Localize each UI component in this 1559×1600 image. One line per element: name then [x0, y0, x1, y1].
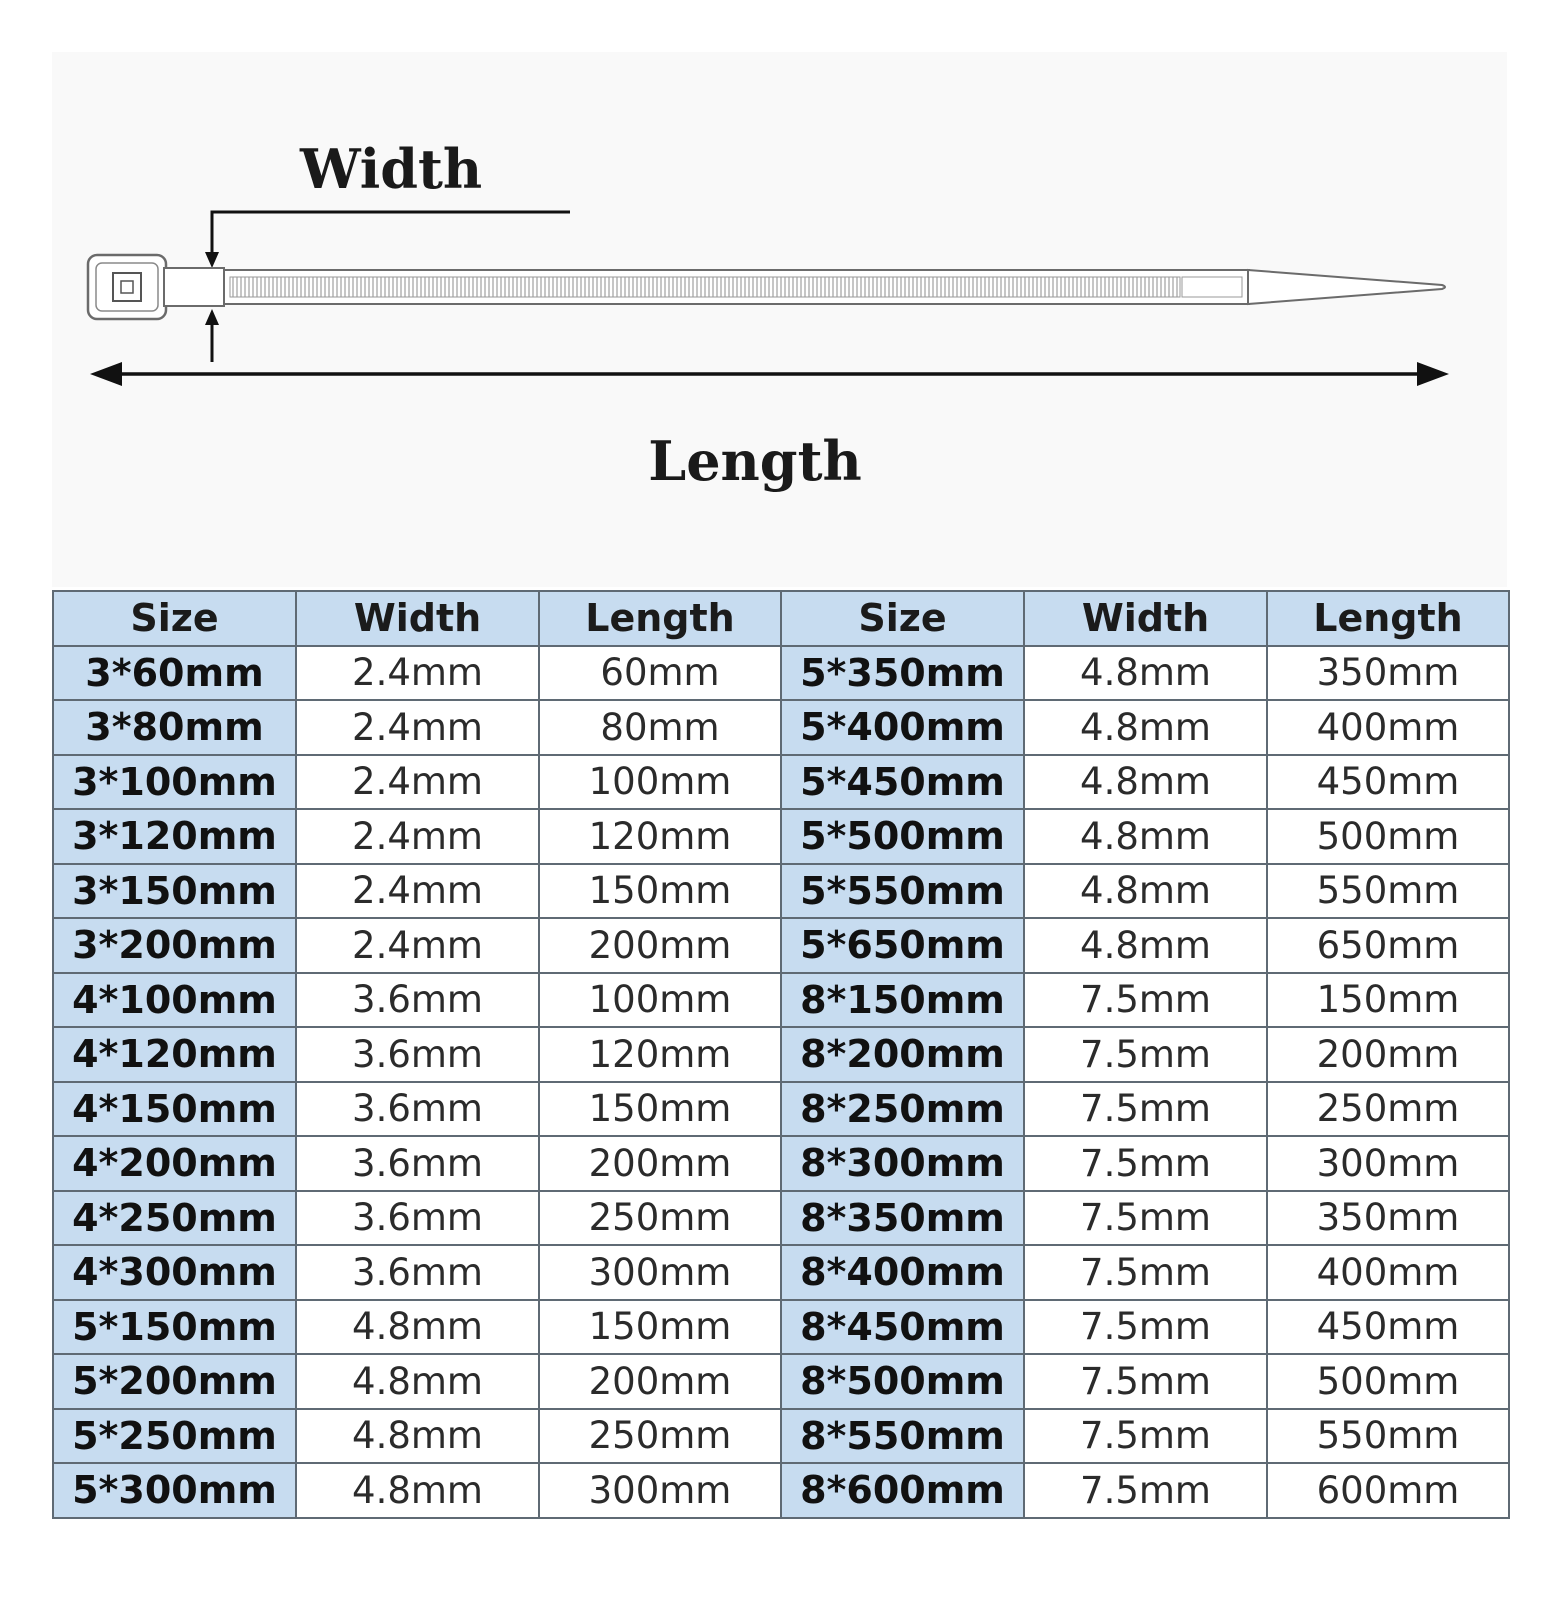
width-cell: 3.6mm: [296, 1191, 539, 1246]
length-cell: 150mm: [1267, 973, 1509, 1028]
length-cell: 650mm: [1267, 918, 1509, 973]
table-row: [53, 864, 1509, 919]
length-cell: 500mm: [1267, 809, 1509, 864]
size-cell: 4*250mm: [53, 1191, 296, 1246]
width-cell: 3.6mm: [296, 1027, 539, 1082]
length-cell: 500mm: [1267, 1354, 1509, 1409]
table-row: [53, 646, 1509, 701]
width-cell: 3.6mm: [296, 1082, 539, 1137]
length-cell: 450mm: [1267, 1300, 1509, 1355]
table-header-row: [53, 591, 1509, 646]
size-cell: 4*150mm: [53, 1082, 296, 1137]
length-label: Length: [648, 429, 862, 493]
length-cell: 200mm: [539, 1136, 781, 1191]
cable-tie-diagram: [52, 52, 1507, 587]
width-label: Width: [300, 137, 483, 201]
size-cell: 3*120mm: [53, 809, 296, 864]
header-length-left: Length: [539, 591, 781, 646]
width-cell: 2.4mm: [296, 918, 539, 973]
cable-tie-tip: [1248, 270, 1445, 304]
size-cell: 8*250mm: [781, 1082, 1024, 1137]
length-cell: 550mm: [1267, 1409, 1509, 1464]
header-width-right: Width: [1024, 591, 1267, 646]
width-cell: 4.8mm: [296, 1300, 539, 1355]
length-cell: 120mm: [539, 1027, 781, 1082]
width-cell: 4.8mm: [1024, 755, 1267, 810]
cable-tie-head: [88, 255, 166, 319]
table-row: [53, 918, 1509, 973]
length-cell: 200mm: [539, 918, 781, 973]
width-cell: 2.4mm: [296, 809, 539, 864]
width-bottom-arrowhead: [205, 309, 219, 325]
length-cell: 300mm: [539, 1245, 781, 1300]
table-row: [53, 755, 1509, 810]
table-row: [53, 1245, 1509, 1300]
width-cell: 7.5mm: [1024, 1245, 1267, 1300]
length-cell: 100mm: [539, 755, 781, 810]
table-row: [53, 1409, 1509, 1464]
length-cell: 350mm: [1267, 646, 1509, 701]
width-cell: 7.5mm: [1024, 1354, 1267, 1409]
size-cell: 5*500mm: [781, 809, 1024, 864]
length-cell: 200mm: [1267, 1027, 1509, 1082]
width-cell: 4.8mm: [1024, 700, 1267, 755]
length-cell: 250mm: [539, 1191, 781, 1246]
width-cell: 7.5mm: [1024, 1027, 1267, 1082]
width-cell: 7.5mm: [1024, 1463, 1267, 1518]
length-cell: 400mm: [1267, 1245, 1509, 1300]
size-cell: 5*200mm: [53, 1354, 296, 1409]
header-length-right: Length: [1267, 591, 1509, 646]
table-row: [53, 809, 1509, 864]
size-cell: 5*300mm: [53, 1463, 296, 1518]
length-cell: 600mm: [1267, 1463, 1509, 1518]
width-cell: 4.8mm: [1024, 864, 1267, 919]
length-cell: 550mm: [1267, 864, 1509, 919]
width-cell: 7.5mm: [1024, 1409, 1267, 1464]
cable-tie-strap: [224, 270, 1249, 304]
width-cell: 3.6mm: [296, 1136, 539, 1191]
length-cell: 300mm: [1267, 1136, 1509, 1191]
length-cell: 300mm: [539, 1463, 781, 1518]
size-cell: 5*400mm: [781, 700, 1024, 755]
length-arrow: [90, 362, 1449, 386]
width-cell: 4.8mm: [296, 1409, 539, 1464]
width-cell: 3.6mm: [296, 973, 539, 1028]
width-cell: 2.4mm: [296, 646, 539, 701]
width-cell: 7.5mm: [1024, 973, 1267, 1028]
cable-tie-drawing: [52, 52, 1507, 587]
size-cell: 3*200mm: [53, 918, 296, 973]
length-cell: 60mm: [539, 646, 781, 701]
size-cell: 3*100mm: [53, 755, 296, 810]
width-cell: 4.8mm: [296, 1354, 539, 1409]
length-cell: 120mm: [539, 809, 781, 864]
size-cell: 5*250mm: [53, 1409, 296, 1464]
length-cell: 150mm: [539, 1082, 781, 1137]
table-row: [53, 1354, 1509, 1409]
length-cell: 450mm: [1267, 755, 1509, 810]
header-size-left: Size: [53, 591, 296, 646]
length-cell: 80mm: [539, 700, 781, 755]
length-cell: 150mm: [539, 1300, 781, 1355]
size-cell: 8*400mm: [781, 1245, 1024, 1300]
size-cell: 3*150mm: [53, 864, 296, 919]
size-cell: 3*60mm: [53, 646, 296, 701]
header-width-left: Width: [296, 591, 539, 646]
size-cell: 8*600mm: [781, 1463, 1024, 1518]
size-cell: 5*350mm: [781, 646, 1024, 701]
size-cell: 8*550mm: [781, 1409, 1024, 1464]
table-row: [53, 1027, 1509, 1082]
table-row: [53, 700, 1509, 755]
cable-tie-neck: [164, 268, 224, 306]
size-cell: 3*80mm: [53, 700, 296, 755]
size-cell: 8*200mm: [781, 1027, 1024, 1082]
width-top-leader: [212, 212, 570, 257]
width-cell: 2.4mm: [296, 700, 539, 755]
width-cell: 7.5mm: [1024, 1191, 1267, 1246]
length-cell: 400mm: [1267, 700, 1509, 755]
table-row: [53, 973, 1509, 1028]
size-cell: 5*650mm: [781, 918, 1024, 973]
width-top-arrowhead: [205, 252, 219, 268]
width-cell: 4.8mm: [1024, 646, 1267, 701]
size-cell: 4*300mm: [53, 1245, 296, 1300]
width-cell: 4.8mm: [296, 1463, 539, 1518]
size-cell: 4*200mm: [53, 1136, 296, 1191]
length-cell: 250mm: [539, 1409, 781, 1464]
size-cell: 5*450mm: [781, 755, 1024, 810]
width-cell: 2.4mm: [296, 864, 539, 919]
length-cell: 200mm: [539, 1354, 781, 1409]
size-cell: 8*350mm: [781, 1191, 1024, 1246]
size-spec-table: [52, 590, 1510, 1519]
length-cell: 150mm: [539, 864, 781, 919]
size-cell: 5*550mm: [781, 864, 1024, 919]
width-cell: 7.5mm: [1024, 1136, 1267, 1191]
table-row: [53, 1463, 1509, 1518]
size-cell: 4*120mm: [53, 1027, 296, 1082]
width-cell: 3.6mm: [296, 1245, 539, 1300]
header-size-right: Size: [781, 591, 1024, 646]
width-cell: 7.5mm: [1024, 1300, 1267, 1355]
size-cell: 8*150mm: [781, 973, 1024, 1028]
table-row: [53, 1300, 1509, 1355]
size-cell: 8*300mm: [781, 1136, 1024, 1191]
size-cell: 4*100mm: [53, 973, 296, 1028]
table-row: [53, 1082, 1509, 1137]
length-cell: 250mm: [1267, 1082, 1509, 1137]
width-cell: 4.8mm: [1024, 918, 1267, 973]
size-cell: 5*150mm: [53, 1300, 296, 1355]
size-cell: 8*500mm: [781, 1354, 1024, 1409]
table-body: [53, 646, 1509, 1518]
length-cell: 350mm: [1267, 1191, 1509, 1246]
width-cell: 2.4mm: [296, 755, 539, 810]
width-cell: 7.5mm: [1024, 1082, 1267, 1137]
width-cell: 4.8mm: [1024, 809, 1267, 864]
table-row: [53, 1136, 1509, 1191]
table-row: [53, 1191, 1509, 1246]
length-cell: 100mm: [539, 973, 781, 1028]
size-cell: 8*450mm: [781, 1300, 1024, 1355]
